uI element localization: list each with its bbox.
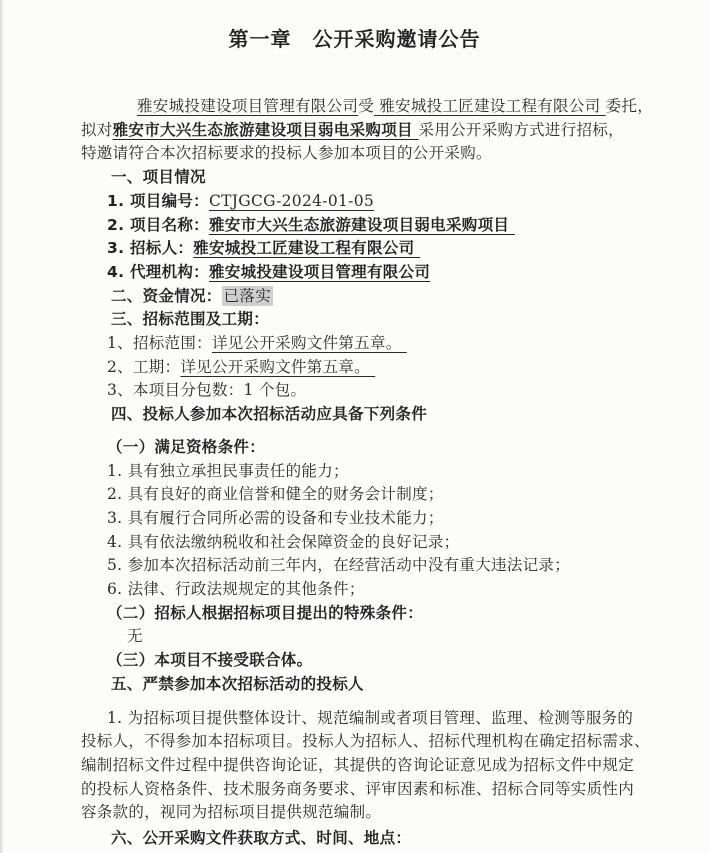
section-4-heading: 四、投标人参加本次招标活动应具备下列条件 — [111, 405, 428, 424]
forbidden-para-line-3: 编制招标文件过程中提供咨询论证，其提供的咨询论证意见成为招标文件中规定 — [81, 755, 635, 774]
duration-line: 2、工期：详见公开采购文件第五章。 — [107, 357, 376, 376]
project-name-line: 2. 项目名称：雅安市大兴生态旅游建设项目弱电采购项目 — [107, 215, 515, 234]
section-1-heading: 一、项目情况 — [111, 168, 206, 187]
qualification-item-5: 5. 参加本次招标活动前三年内，在经营活动中没有重大违法记录； — [107, 556, 571, 575]
intro-line-2: 拟对雅安市大兴生态旅游建设项目弱电采购项目 采用公开采购方式进行招标， — [81, 120, 624, 139]
package-line: 3、本项目分包数：1 个包。 — [107, 381, 307, 400]
section-6-heading: 六、公开采购文件获取方式、时间、地点： — [111, 829, 412, 848]
forbidden-para-line-2: 投标人，不得参加本招标项目。投标人为招标人、招标代理机构在确定招标需求、 — [81, 732, 650, 751]
chapter-title: 第一章 公开采购邀请公告 — [228, 27, 481, 51]
qualification-heading: （一）满足资格条件： — [107, 437, 266, 456]
tenderee-line: 3. 招标人：雅安城投工匠建设工程有限公司 — [107, 239, 421, 258]
forbidden-para-line-5: 容条款的，视同为招标项目提供规范编制。 — [81, 803, 382, 822]
special-condition-heading: （二）招标人根据招标项目提出的特殊条件： — [107, 603, 424, 622]
section-3-heading: 三、招标范围及工期： — [111, 310, 270, 329]
qualification-item-1: 1. 具有独立承担民事责任的能力； — [107, 461, 349, 480]
forbidden-para-line-1: 1. 为招标项目提供整体设计、规范编制或者项目管理、监理、检测等服务的 — [107, 708, 634, 727]
special-condition-value: 无 — [127, 627, 143, 646]
consortium-line: （三）本项目不接受联合体。 — [107, 651, 313, 670]
qualification-item-6: 6. 法律、行政法规规定的其他条件； — [107, 580, 365, 599]
highlighted-field: 已落实 — [223, 286, 272, 305]
intro-line-3: 特邀请符合本次招标要求的投标人参加本项目的公开采购。 — [81, 144, 492, 163]
section-5-heading: 五、严禁参加本次招标活动的投标人 — [111, 674, 364, 693]
project-number-line: 1. 项目编号：CTJGCG-2024-01-05 — [107, 191, 375, 210]
scan-edge-artifact — [0, 0, 4, 853]
section-2-heading: 二、资金情况： 已落实 — [111, 286, 272, 305]
forbidden-para-line-4: 的投标人资格条件、技术服务商务要求、评审因素和标准、招标合同等实质性内 — [81, 779, 635, 798]
agency-line: 4. 代理机构：雅安城投建设项目管理有限公司 — [107, 262, 431, 281]
document-body — [0, 53, 709, 851]
qualification-item-4: 4. 具有依法缴纳税收和社会保障资金的良好记录； — [107, 532, 460, 551]
qualification-item-3: 3. 具有履行合同所必需的设备和专业技术能力； — [107, 508, 444, 527]
qualification-item-2: 2. 具有良好的商业信誉和健全的财务会计制度； — [107, 485, 444, 504]
scope-line: 1、招标范围：详见公开采购文件第五章。 — [107, 334, 407, 353]
intro-line-1: 雅安城投建设项目管理有限公司受 雅安城投工匠建设工程有限公司 委托， — [137, 97, 654, 115]
